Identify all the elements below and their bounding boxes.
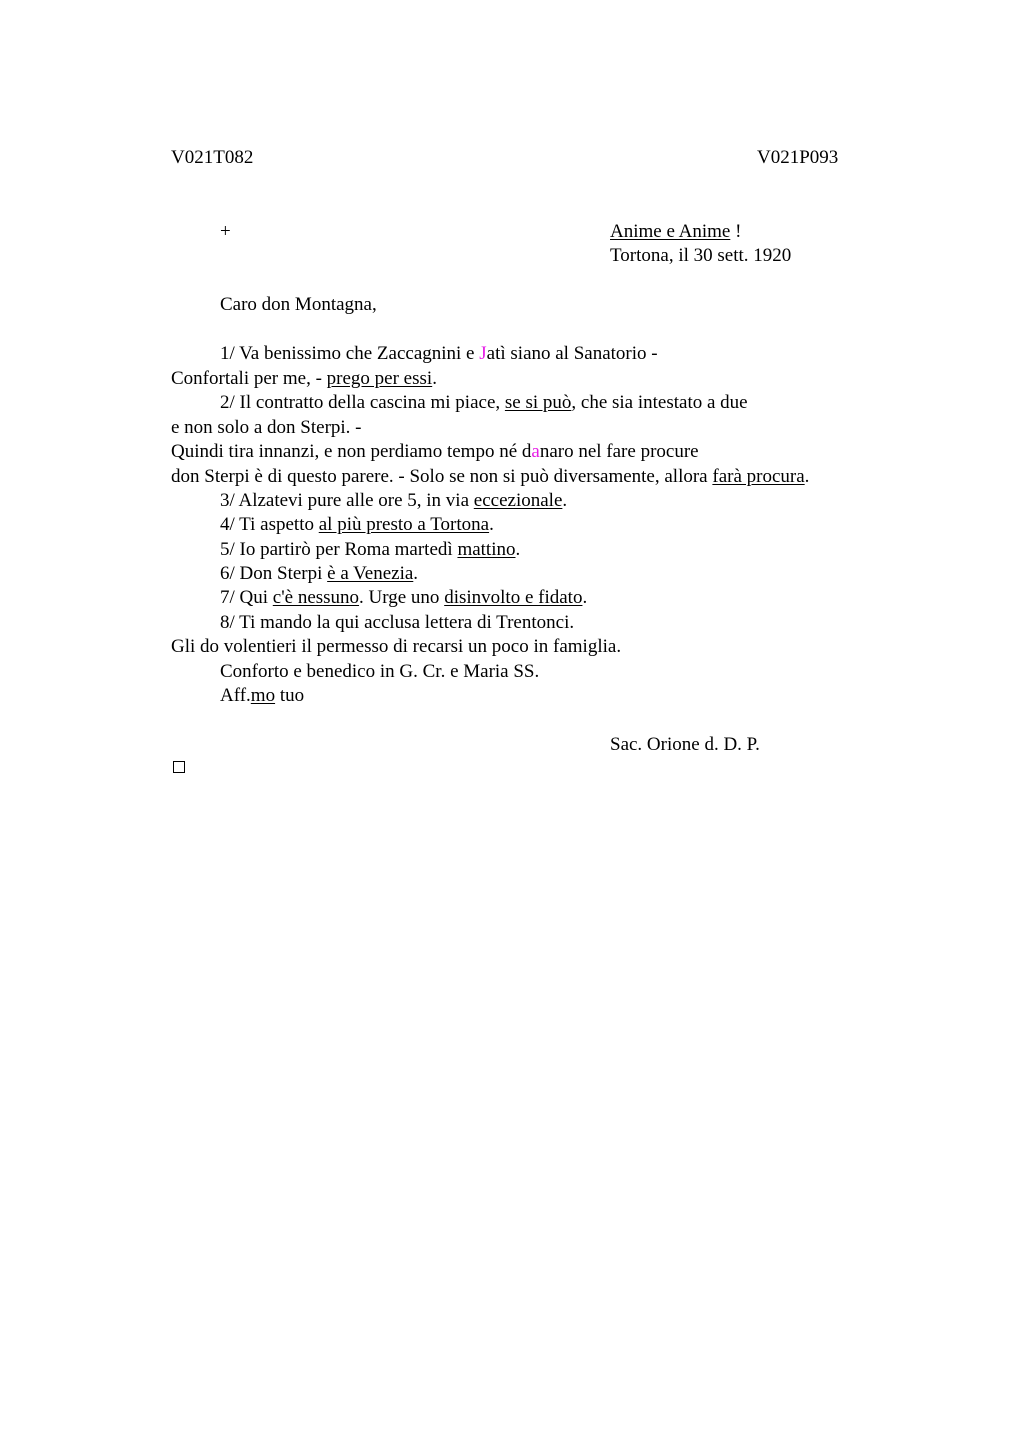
doc-code-left: V021T082	[171, 147, 254, 168]
underlined-text: c'è nessuno	[272, 587, 360, 608]
place-date: Tortona, il 30 sett. 1920	[610, 245, 792, 266]
body-line-13: Gli do volentieri il permesso di recarsi un poco in famiglia.	[171, 636, 622, 657]
body-text: 5/ Io partirò per Roma martedì	[220, 539, 458, 560]
underlined-text: al più presto a Tortona	[318, 514, 490, 535]
motto-text: Anime e Anime	[610, 221, 731, 242]
body-line-9	[220, 538, 520, 562]
body-text: atì siano al Sanatorio -	[486, 343, 658, 364]
body-text: 6/ Don Sterpi	[220, 563, 328, 584]
body-text: , che sia intestato a due	[571, 392, 748, 413]
highlighted-letter: a	[531, 441, 540, 462]
underlined-text: disinvolto e fidato	[444, 587, 583, 608]
body-line-2	[171, 367, 437, 391]
motto	[610, 220, 741, 244]
body-line-10	[220, 562, 418, 586]
body-line-4: e non solo a don Sterpi. -	[171, 417, 362, 438]
body-text: naro nel fare procure	[539, 441, 699, 462]
body-text: .	[489, 514, 494, 535]
highlighted-letter: J	[479, 343, 487, 364]
body-text: .	[582, 587, 588, 608]
body-line-14: Conforto e benedico in G. Cr. e Maria SS.	[220, 661, 540, 682]
body-text: .	[515, 539, 521, 560]
body-text: .	[562, 490, 568, 511]
body-line-3	[220, 391, 748, 415]
body-text: 7/ Qui	[220, 587, 273, 608]
body-line-1	[220, 342, 658, 366]
underlined-text: eccezionale	[473, 490, 563, 511]
body-text: Aff.	[220, 685, 251, 706]
underlined-text: mo	[250, 685, 276, 706]
underlined-text: è a Venezia	[327, 563, 414, 584]
body-text: tuo	[275, 685, 305, 706]
motto-suffix: !	[730, 221, 742, 242]
underlined-text: mattino	[457, 539, 516, 560]
doc-code-right: V021P093	[757, 147, 839, 168]
body-text: 2/ Il contratto della cascina mi piace,	[220, 392, 505, 413]
body-line-6	[171, 465, 809, 489]
body-line-11	[220, 586, 587, 610]
body-text: . Urge uno	[359, 587, 445, 608]
body-text: 3/ Alzatevi pure alle ore 5, in via	[220, 490, 474, 511]
underlined-text: se si può	[504, 392, 572, 413]
body-line-5	[171, 440, 699, 464]
closing-line	[220, 684, 304, 708]
signature: Sac. Orione d. D. P.	[610, 734, 760, 755]
body-line-12: 8/ Ti mando la qui acclusa lettera di Trentonci.	[220, 612, 575, 633]
salutation: Caro don Montagna,	[220, 294, 377, 315]
body-text: 4/ Ti aspetto	[220, 514, 319, 535]
body-text: .	[432, 368, 437, 389]
body-text: 1/ Va benissimo che Zaccagnini e	[220, 343, 480, 364]
underlined-text: farà procura	[712, 466, 805, 487]
cross-symbol: +	[220, 221, 231, 242]
body-line-8	[220, 513, 494, 537]
body-text: Confortali per me, -	[171, 368, 327, 389]
underlined-text: prego per essi	[326, 368, 433, 389]
body-text: .	[413, 563, 419, 584]
body-line-7	[220, 489, 567, 513]
end-square-icon	[173, 761, 185, 773]
body-text: .	[804, 466, 810, 487]
body-text: Quindi tira innanzi, e non perdiamo tempo né d	[171, 441, 532, 462]
body-text: don Sterpi è di questo parere. - Solo se non si può diversamente, allora	[171, 466, 713, 487]
